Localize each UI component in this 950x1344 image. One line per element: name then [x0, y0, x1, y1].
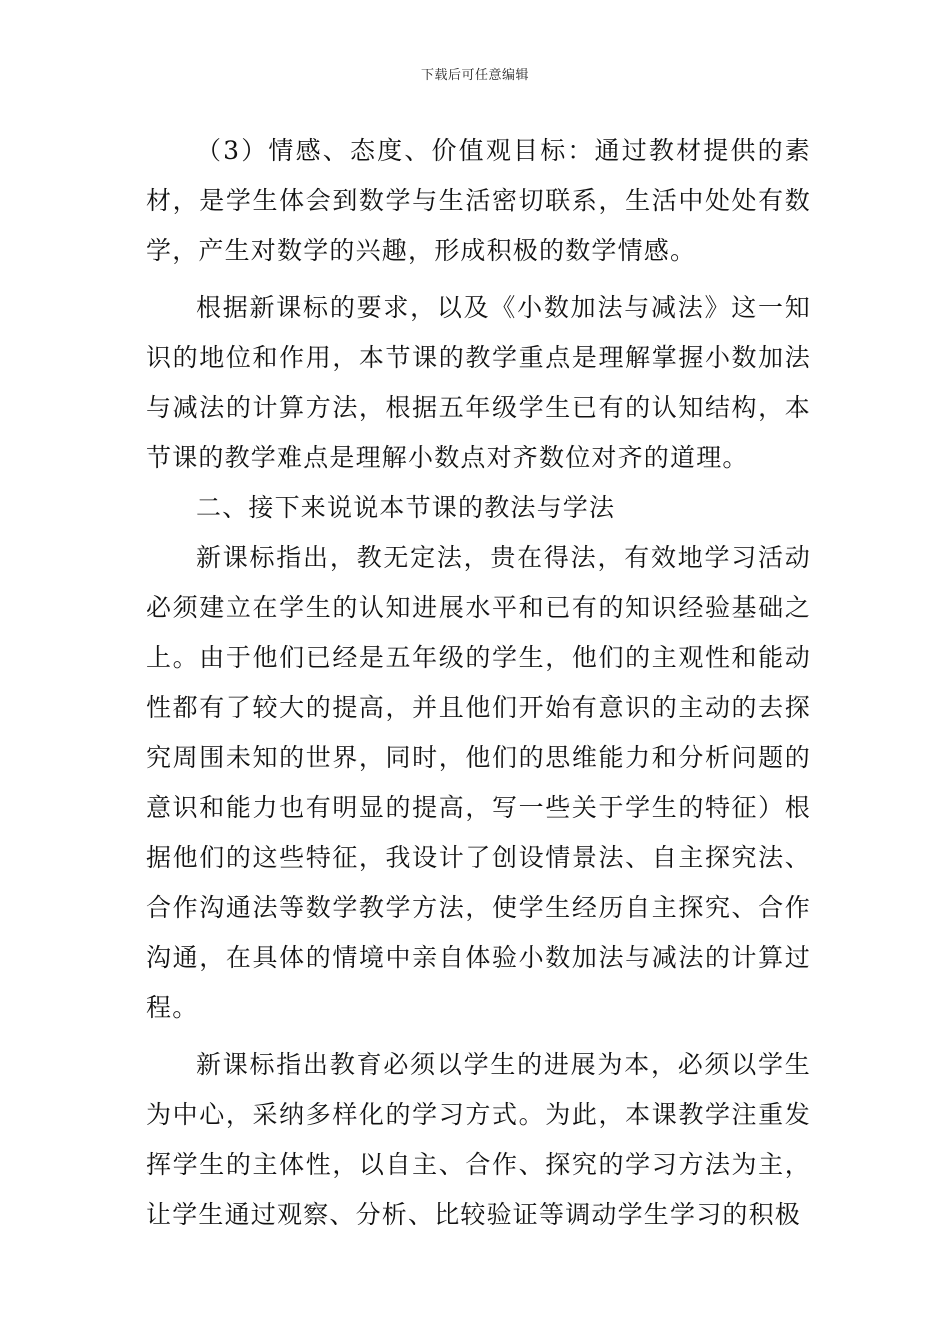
paragraph-key-points: 根据新课标的要求，以及《小数加法与减法》这一知识的地位和作用，本节课的教学重点是理解掌握小数加法与减法的计算方法，根据五年级学生已有的认知结构，本节课的教学难点是理解小数点对齐数位对齐的道理。	[146, 293, 811, 472]
document-body	[146, 126, 811, 1240]
paragraph-emotional-goals: （3）情感、态度、价值观目标：通过教材提供的素材，是学生体会到数学与生活密切联系，生活中处处有数学，产生对数学的兴趣，形成积极的数学情感。	[146, 136, 811, 265]
page-header: 下载后可任意编辑	[420, 68, 529, 83]
paragraph-teaching-methods: 新课标指出，教无定法，贵在得法，有效地学习活动必须建立在学生的认知进展水平和已有的知识经验基础之上。由于他们已经是五年级的学生，他们的主观性和能动性都有了较大的提高，并且他们开始有意识的主动的去探究周围未知的世界，同时，他们的思维能力和分析问题的意识和能力也有明显的提高，写一些关于学生的特征）根据他们的这些特征，我设计了创设情景法、自主探究法、合作沟通法等数学教学方法，使学生经历自主探究、合作沟通，在具体的情境中亲自体验小数加法与减法的计算过程。	[146, 543, 811, 1022]
section-heading-teaching-methods: 二、接下来说说本节课的教法与学法	[196, 493, 616, 522]
paragraph-learning-methods: 新课标指出教育必须以学生的进展为本，必须以学生为中心，采纳多样化的学习方式。为此，本课教学注重发挥学生的主体性，以自主、合作、探究的学习方法为主，让学生通过观察、分析、比较验证等调动学生学习的积极	[146, 1050, 811, 1229]
